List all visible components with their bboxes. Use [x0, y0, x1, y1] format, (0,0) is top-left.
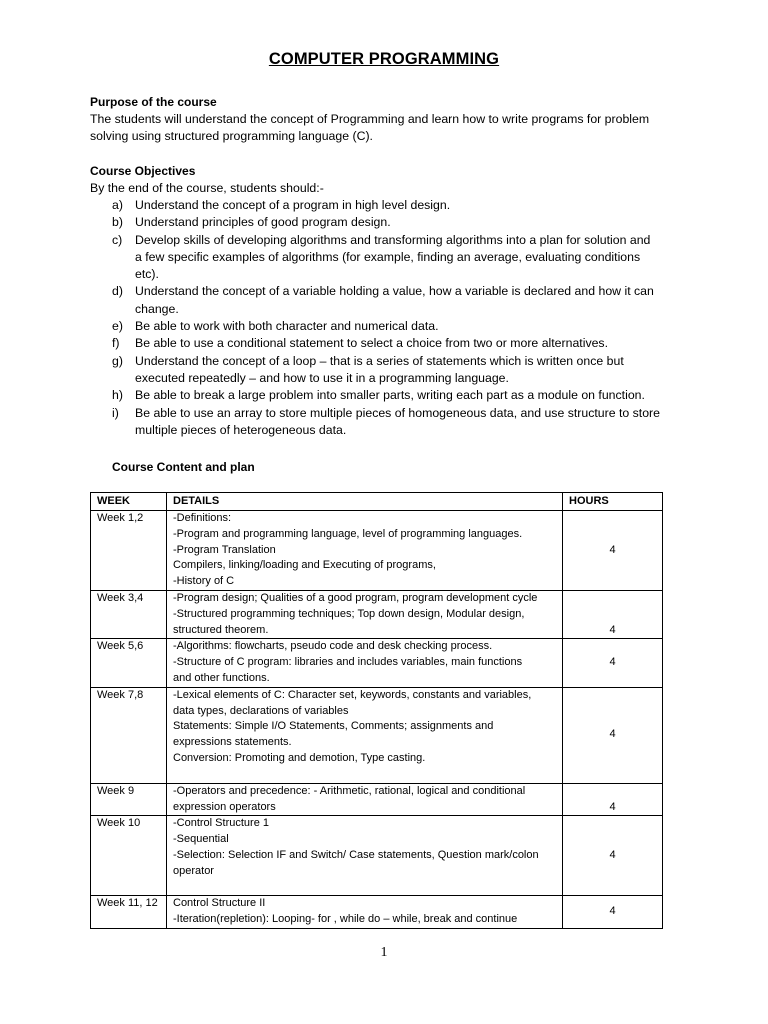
objective-text: Be able to use a conditional statement to select a choice from two or more alternatives. — [135, 336, 608, 351]
page-number: 1 — [380, 945, 388, 960]
hours-cell: 4 — [563, 639, 663, 687]
details-line: -Iteration(repletion): Looping- for , while do – while, break and continue — [173, 913, 518, 926]
objective-marker: e) — [112, 319, 123, 334]
details-line: -Program Translation — [173, 543, 276, 556]
details-cell — [167, 639, 563, 687]
objective-item — [90, 387, 690, 404]
details-line: Control Structure II — [173, 897, 266, 910]
details-line: -Program design; Qualities of a good program, program development cycle — [173, 592, 538, 604]
course-plan-table — [90, 492, 663, 929]
hours-cell: 4 — [563, 783, 663, 816]
details-line: -Structure of C program: libraries and includes variables, main functions — [173, 656, 523, 669]
objective-item — [90, 335, 690, 352]
objective-marker: a) — [112, 198, 123, 212]
details-cell — [167, 896, 563, 929]
objective-text: Be able to use an array to store multiple pieces of homogeneous data, and use structure to store — [135, 405, 660, 420]
objective-item — [90, 197, 690, 214]
plan-heading: Course Content and plan — [112, 460, 255, 474]
details-line: structured theorem. — [173, 623, 269, 636]
purpose-line: The students will understand the concept of Programming and learn how to write programs for problem — [90, 112, 650, 126]
column-header-hours: HOURS — [563, 493, 663, 511]
objectives-heading: Course Objectives — [90, 164, 196, 178]
column-header-week: WEEK — [91, 493, 167, 511]
table-row — [91, 687, 663, 783]
details-line: data types, declarations of variables — [173, 704, 349, 717]
details-line: expressions statements. — [173, 736, 292, 749]
week-cell: Week 10 — [91, 816, 167, 896]
details-line: operator — [173, 864, 214, 877]
table-row — [91, 511, 663, 591]
table-row — [91, 639, 663, 687]
objective-marker: b) — [112, 215, 123, 230]
objective-marker: d) — [112, 284, 123, 299]
objective-text: Develop skills of developing algorithms and transforming algorithms into a plan for solution and — [135, 232, 651, 247]
objective-marker: c) — [112, 232, 123, 247]
objective-text: Understand the concept of a program in high level design. — [135, 198, 451, 212]
week-cell: Week 7,8 — [91, 687, 167, 783]
objective-text: Be able to break a large problem into smaller parts, writing each part as a module on function. — [135, 388, 645, 403]
details-line: Statements: Simple I/O Statements, Comments; assignments and — [173, 720, 494, 733]
objective-item — [90, 318, 690, 335]
hours-cell: 4 — [563, 511, 663, 591]
objective-text: executed repeatedly – and how to use it in a programming language. — [135, 370, 509, 385]
details-line: -Program and programming language, level of programming languages. — [173, 527, 523, 540]
details-line: -History of C — [173, 575, 235, 588]
purpose-heading: Purpose of the course — [90, 95, 217, 109]
objective-text: Understand principles of good program design. — [135, 215, 391, 230]
objective-marker: f) — [112, 336, 120, 351]
table-row — [91, 591, 663, 639]
objective-text: a few specific examples of algorithms (for example, finding an average, evaluating conditions — [135, 249, 641, 264]
hours-cell: 4 — [563, 896, 663, 929]
objective-text: Understand the concept of a variable holding a value, how a variable is declared and how it can — [135, 284, 654, 299]
details-line: -Sequential — [173, 833, 229, 846]
details-line: and other functions. — [173, 671, 270, 684]
objectives-list — [90, 197, 690, 439]
page-title: COMPUTER PROGRAMMING — [268, 50, 500, 68]
objectives-intro: By the end of the course, students should:- — [90, 181, 324, 195]
objective-text: multiple pieces of heterogeneous data. — [135, 422, 347, 437]
week-cell: Week 1,2 — [91, 511, 167, 591]
objective-text: Be able to work with both character and numerical data. — [135, 319, 439, 334]
objective-marker: h) — [112, 388, 123, 403]
details-line: Compilers, linking/loading and Executing of programs, — [173, 559, 436, 572]
details-line: -Operators and precedence: - Arithmetic, rational, logical and conditional — [173, 784, 526, 797]
details-line: Conversion: Promoting and demotion, Type casting. — [173, 751, 426, 764]
details-line: -Definitions: — [173, 512, 232, 524]
objective-text: Understand the concept of a loop – that is a series of statements which is written once but — [135, 353, 624, 368]
week-cell: Week 3,4 — [91, 591, 167, 639]
hours-cell: 4 — [563, 687, 663, 783]
week-cell: Week 5,6 — [91, 639, 167, 687]
table-row — [91, 783, 663, 816]
objective-item — [90, 353, 690, 388]
details-cell — [167, 816, 563, 896]
details-cell — [167, 687, 563, 783]
objective-item — [90, 232, 690, 284]
details-line: -Selection: Selection IF and Switch/ Case statements, Question mark/colon — [173, 848, 539, 861]
objective-item — [90, 405, 690, 440]
table-row — [91, 896, 663, 929]
details-line: -Control Structure 1 — [173, 817, 269, 830]
details-line: -Structured programming techniques; Top down design, Modular design, — [173, 607, 525, 620]
details-cell — [167, 591, 563, 639]
objective-item — [90, 214, 690, 231]
hours-cell: 4 — [563, 816, 663, 896]
column-header-details: DETAILS — [167, 493, 563, 511]
week-cell: Week 9 — [91, 783, 167, 816]
objective-marker: i) — [112, 405, 119, 420]
purpose-text — [90, 111, 690, 146]
objective-item — [90, 283, 690, 318]
table-row — [91, 816, 663, 896]
details-line: -Algorithms: flowcharts, pseudo code and desk checking process. — [173, 640, 493, 653]
table-header-row — [91, 493, 663, 511]
objective-text: change. — [135, 301, 179, 316]
details-cell — [167, 783, 563, 816]
details-cell — [167, 511, 563, 591]
objective-marker: g) — [112, 353, 123, 368]
objective-text: etc). — [135, 267, 159, 282]
details-line: -Lexical elements of C: Character set, keywords, constants and variables, — [173, 688, 532, 701]
purpose-line: solving using structured programming language (C). — [90, 129, 373, 144]
details-line: expression operators — [173, 800, 276, 813]
week-cell: Week 11, 12 — [91, 896, 167, 929]
hours-cell: 4 — [563, 591, 663, 639]
